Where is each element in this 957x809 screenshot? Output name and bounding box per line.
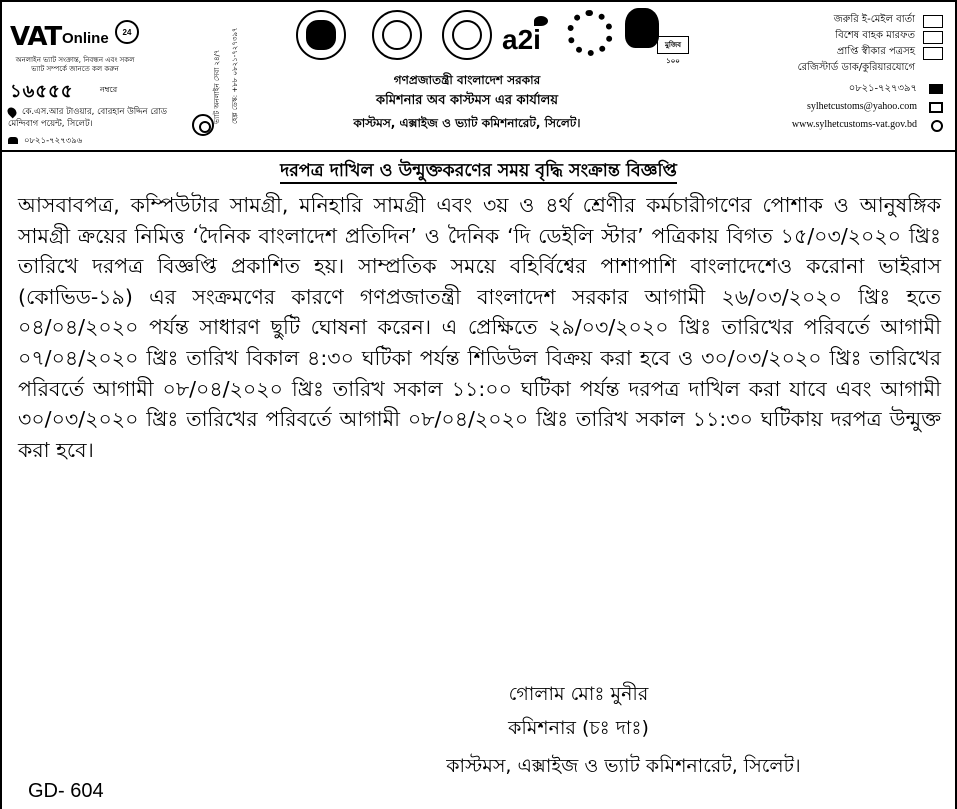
delivery-option-label: রেজিস্টার্ড ডাক/কুরিয়ারযোগে: [797, 62, 915, 73]
qr-scan-icon: [192, 114, 214, 136]
location-pin-icon: [6, 105, 19, 118]
hotline-number: ১৬৫৫৫: [10, 81, 74, 102]
gd-code: GD- 604: [28, 780, 104, 802]
delivery-options: [683, 12, 943, 76]
signatory-title: কমিশনার (চঃ দাঃ): [508, 717, 649, 739]
signatory-name: গোলাম মোঃ মুনীর: [508, 683, 649, 705]
signatory-office: কাস্টমস, এক্সাইজ ও ভ্যাট কমিশনারেট, সিলেট।: [446, 755, 801, 777]
delivery-option-label: বিশেষ বাহক মারফত: [835, 30, 915, 41]
address: [8, 106, 188, 130]
portrait-icon: [625, 8, 659, 48]
vat-logo-online: Online: [62, 30, 109, 47]
phone-left-text: ০৮২১-৭২৭৩৯৬: [24, 136, 83, 146]
website-url: www.sylhetcustoms-vat.gov.bd: [791, 119, 917, 130]
address-text: কে.এস.আর টাওয়ার, বোরহান উদ্দিন রোড মেন্দিবাগ পয়েন্ট, সিলেট।: [8, 107, 168, 129]
mujib-portrait: [617, 6, 687, 65]
gov-line-1: গণপ্রজাতন্ত্রী বাংলাদেশ সরকার: [393, 73, 541, 87]
globe-icon: [931, 120, 943, 132]
delivery-option: [683, 60, 943, 76]
bangladesh-govt-seal-icon: [296, 10, 346, 60]
vat-online-logo: [10, 22, 130, 56]
delivery-option: [683, 12, 943, 28]
notice-body: আসবাবপত্র, কম্পিউটার সামগ্রী, মনিহারি সামগ্রী এবং ৩য় ও ৪র্থ শ্রেণীর কর্মচারীগণের পোশাক ও আনুষঙ্গিক সামগ্রী ক্রয়ের নিমিত্ত ‘দৈনিক বাংলাদেশ প্রতিদিন’ ও দৈনিক ‘দি ডেইলি স্টার’ পত্রিকায় বিগত ১৫/০৩/২০২০ খ্রিঃ তারিখে দরপত্র বিজ্ঞপ্তি প্রকাশিত হয়। সাম্প্রতিক সময়ে বহির্বিশ্বের পাশাপাশি বাংলাদেশেও করোনা ভাইরাস (কোভিড-১৯) এর সংক্রমণের কারণে গণপ্রজাতন্ত্রী বাংলাদেশ সরকার আগামী ২৬/০৩/২০২০ খ্রিঃ হতে ০৪/০৪/২০২০ পর্যন্ত সাধারণ ছুটি ঘোষনা করেন। এ প্রেক্ষিতে ২৯/০৩/২০২০ খ্রিঃ তারিখের পরিবর্তে আগামী ০৭/০৪/২০২০ খ্রিঃ তারিখ বিকাল ৪:৩০ ঘটিকা পর্যন্ত শিডিউল বিক্রয় করা হবে ও ৩০/০৩/২০২০ খ্রিঃ তারিখের পরিবর্তে আগামী ০৮/০৪/২০২০ খ্রিঃ তারিখ সকাল ১১:০০ ঘটিকা পর্যন্ত দরপত্র দাখিল করা যাবে এবং আগামী ৩০/০৩/২০২০ খ্রিঃ তারিখের পরিবর্তে আগামী ০৮/০৪/২০২০ খ্রিঃ তারিখ সকাল ১১:৩০ ঘটিকায় দরপত্র উন্মুক্ত করা হবে।: [18, 193, 941, 462]
notice-subject: [2, 158, 955, 187]
mujib-100-logo: মুজিব ১০০: [657, 36, 689, 54]
vertical-helpdesk: হেল্প ডেস্ক: +৮৮ ০৮২১-৭২৭৩৯৭: [231, 27, 239, 124]
a2i-text: a2i: [502, 24, 541, 55]
vertical-label: ভ্যাট অনলাইন সেবা ২৪/৭: [213, 49, 221, 124]
checkbox-icon: [923, 31, 943, 44]
fax-icon: [929, 84, 943, 94]
email-row: [685, 98, 945, 116]
office-heading: [267, 70, 667, 134]
gov-line-3: কাস্টমস, এক্সাইজ ও ভ্যাট কমিশনারেট, সিলেট।: [353, 116, 581, 130]
notice-subject-text: দরপত্র দাখিল ও উন্মুক্তকরণের সময় বৃদ্ধি সংক্রান্ত বিজ্ঞপ্তি: [280, 161, 677, 184]
sdg-wheel-icon: [567, 10, 613, 56]
letterhead: [2, 2, 955, 152]
delivery-option: [683, 28, 943, 44]
contact-block: [685, 80, 945, 134]
delivery-option: [683, 44, 943, 60]
gov-line-2: কমিশনার অব কাস্টমস এর কার্যালয়: [376, 93, 558, 108]
nbr-seal-icon: [442, 10, 492, 60]
vat-tagline: অনলাইন ভ্যাট সংক্রান্ত, নিবন্ধন এবং সকল ভ্যাট সম্পর্কে জানতে কল করুন: [15, 56, 135, 73]
delivery-option-label: প্রাপ্তি স্বীকার পত্রসহ: [836, 46, 915, 57]
website-row: [685, 116, 945, 134]
vat-logo-text: VAT: [10, 22, 62, 52]
a2i-logo: [502, 16, 562, 60]
fax-row: [685, 80, 945, 98]
fax-number: ০৮২১-৭২৭৩৯৭: [848, 83, 917, 94]
mail-icon: [929, 102, 943, 113]
phone-left: [8, 134, 82, 148]
telephone-icon: [8, 137, 18, 144]
headset-icon: 24: [115, 20, 139, 44]
email-address: sylhetcustoms@yahoo.com: [806, 101, 917, 112]
checkbox-icon: [923, 47, 943, 60]
checkbox-icon: [923, 15, 943, 28]
delivery-option-label: জরুরি ই-মেইল বার্তা: [833, 14, 915, 25]
customs-seal-icon: [372, 10, 422, 60]
hotline-suffix: নম্বরে: [100, 85, 118, 94]
